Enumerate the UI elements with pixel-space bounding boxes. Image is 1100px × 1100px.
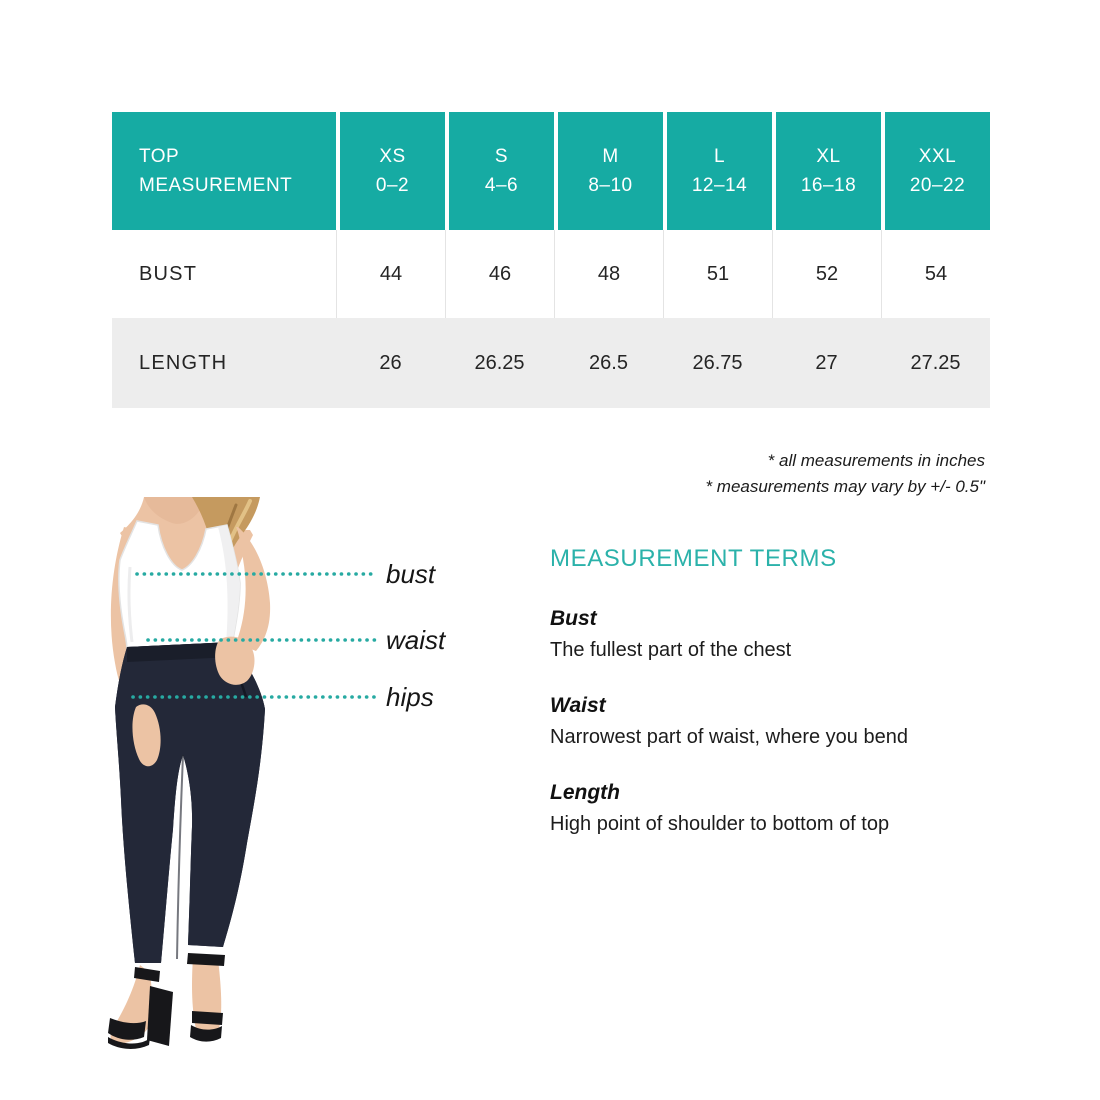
model-photo	[80, 497, 380, 1070]
measurement-terms-heading: MEASUREMENT TERMS	[550, 545, 837, 572]
size-column-header-s: S 4–6	[449, 112, 554, 230]
corner-header-label: TOP MEASUREMENT	[139, 146, 293, 196]
size-column-header-l: L 12–14	[667, 112, 772, 230]
bust-value-xs: 44	[336, 230, 445, 318]
length-value-l: 26.75	[663, 318, 772, 408]
model-illustration	[80, 497, 380, 1070]
bust-value-s: 46	[445, 230, 554, 318]
bust-value-l: 51	[663, 230, 772, 318]
bust-value-m: 48	[554, 230, 663, 318]
size-column-header-xs: XS 0–2	[340, 112, 445, 230]
term-bust-definition: The fullest part of the chest	[550, 639, 792, 661]
note-inches: * all measurements in inches	[767, 451, 985, 470]
length-value-xl: 27	[772, 318, 881, 408]
size-table-corner-header	[112, 112, 336, 230]
size-column-header-m: M 8–10	[558, 112, 663, 230]
row-label-length: LENGTH	[112, 318, 336, 408]
length-value-s: 26.25	[445, 318, 554, 408]
size-column-header-xxl: XXL 20–22	[885, 112, 990, 230]
model-right-arm	[236, 527, 270, 651]
length-value-xxl: 27.25	[881, 318, 990, 408]
waist-line-label: waist	[386, 625, 446, 655]
term-length	[550, 781, 1020, 838]
term-waist-name: Waist	[550, 694, 606, 717]
bust-value-xxl: 54	[881, 230, 990, 318]
length-value-xs: 26	[336, 318, 445, 408]
bust-value-xl: 52	[772, 230, 881, 318]
measurement-terms-section	[550, 545, 1020, 868]
term-length-definition: High point of shoulder to bottom of top	[550, 813, 890, 835]
table-row-bust	[112, 230, 990, 318]
term-waist-definition: Narrowest part of waist, where you bend	[550, 726, 908, 748]
hips-line-label: hips	[386, 682, 434, 712]
note-variance: * measurements may vary by +/- 0.5"	[705, 477, 985, 496]
term-bust-name: Bust	[550, 607, 597, 630]
length-value-m: 26.5	[554, 318, 663, 408]
term-waist	[550, 694, 1020, 751]
row-label-bust: BUST	[112, 230, 336, 318]
size-table	[112, 112, 990, 408]
term-bust	[550, 607, 1020, 664]
bust-line-label: bust	[386, 559, 436, 589]
measurement-notes	[705, 448, 985, 500]
term-length-name: Length	[550, 781, 620, 804]
model-pants	[115, 642, 265, 963]
size-table-header-row	[112, 112, 990, 230]
table-row-length	[112, 318, 990, 408]
size-column-header-xl: XL 16–18	[776, 112, 881, 230]
